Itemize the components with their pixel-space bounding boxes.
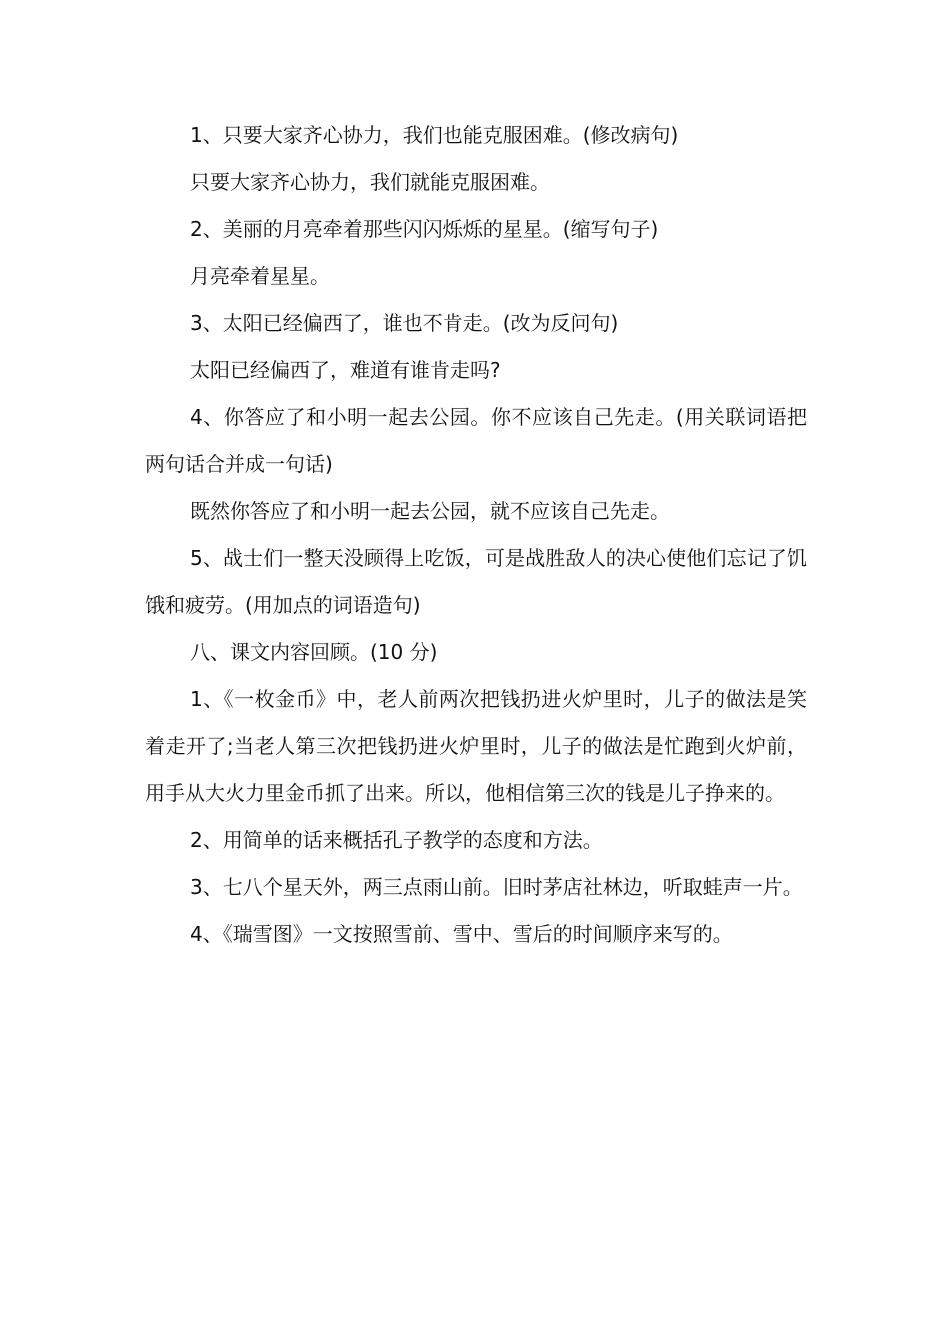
section-heading: 八、课文内容回顾。(10 分) <box>190 640 438 664</box>
question-3: 3、太阳已经偏西了，谁也不肯走。(改为反问句) <box>190 311 619 335</box>
question-2: 2、美丽的月亮牵着那些闪闪烁烁的星星。(缩写句子) <box>190 217 659 241</box>
question-1: 1、只要大家齐心协力，我们也能克服困难。(修改病句) <box>190 123 679 147</box>
answer-4: 既然你答应了和小明一起去公园，就不应该自己先走。 <box>190 499 670 523</box>
review-item-2: 2、用简单的话来概括孔子教学的态度和方法。 <box>190 828 603 852</box>
answer-3: 太阳已经偏西了，难道有谁肯走吗? <box>190 358 501 382</box>
answer-2: 月亮牵着星星。 <box>190 264 330 288</box>
review-item-1: 1、《一枚金币》中，老人前两次把钱扔进火炉里时，儿子的做法是笑着走开了;当老人第三次把钱扔进火炉里时，儿子的做法是忙跑到火炉前，用手从大火力里金币抓了出来。所以，他相信第三次的钱是儿子挣来的。 <box>145 687 807 805</box>
review-item-4: 4、《瑞雪图》一文按照雪前、雪中、雪后的时间顺序来写的。 <box>190 922 733 946</box>
document-body <box>145 112 807 958</box>
question-5: 5、战士们一整天没顾得上吃饭，可是战胜敌人的决心使他们忘记了饥饿和疲劳。(用加点的词语造句) <box>145 546 807 617</box>
review-item-3: 3、七八个星天外，两三点雨山前。旧时茅店社林边，听取蛙声一片。 <box>190 875 803 899</box>
answer-1: 只要大家齐心协力，我们就能克服困难。 <box>190 170 550 194</box>
question-4: 4、你答应了和小明一起去公园。你不应该自己先走。(用关联词语把两句话合并成一句话) <box>145 405 807 476</box>
